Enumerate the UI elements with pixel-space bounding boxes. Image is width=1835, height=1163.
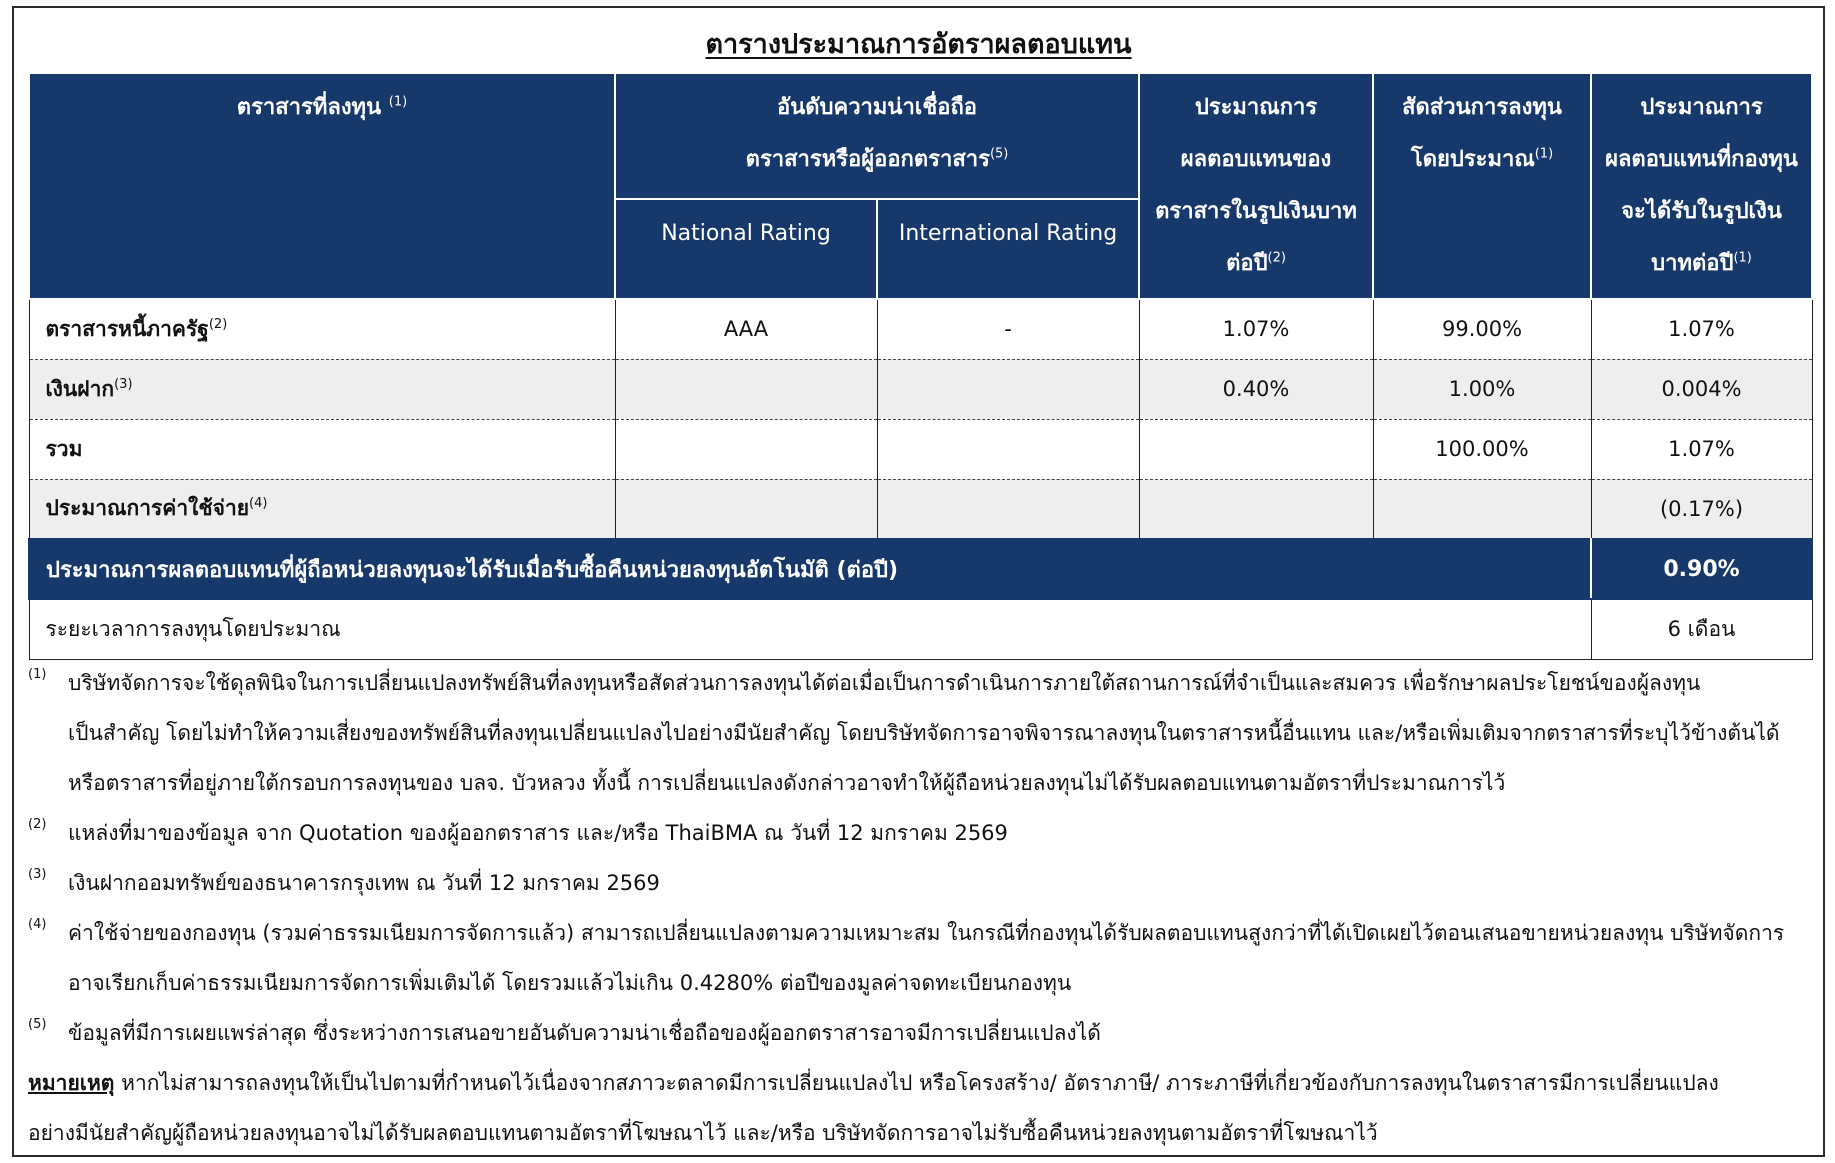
footnote-1: (1) บริษัทจัดการจะใช้ดุลพินิจในการเปลี่ยนแปลงทรัพย์สินที่ลงทุนหรือสัดส่วนการลงทุนได้ต่อเมื่อเป็นการดำเนินการภายใต้สถานการณ์ที่จำเป็นและสมควร เพื่อรักษาผลประโยชน์ของผู้ลงทุน เป็นสำคัญ โดยไม่ทำให้ความเสี่ยงของทรัพย์สินที่ลงทุนเปลี่ยนแปลงไปอย่างมีนัยสำคัญ โดยบริษัทจัดการอาจพิจารณาลงทุนในตราสารหนี้อื่นแทน และ/หรือเพิ่มเติมจากตราสารที่ระบุไว้ข้างต้นได้ หรือตราสารที่อยู่ภายใต้กรอบการลงทุนของ บลจ. บัวหลวง ทั้งนี้ การเปลี่ยนแปลงดังกล่าวอาจทำให้ผู้ถือหน่วยลงทุนไม่ได้รับผลตอบแทนตามอัตราที่ประมาณการไว้ [28, 667, 1780, 795]
footnote-2: (2) แหล่งที่มาของข้อมูล จาก Quotation ของผู้ออกตราสาร และ/หรือ ThaiBMA ณ วันที่ 12 มกราคม 2569 [28, 817, 1008, 845]
table-row: ตราสารหนี้ภาครัฐ$^{(2)}$ AAA - 1.07% 99.00% 1.07% [29, 299, 1812, 359]
footnote-5: (5) ข้อมูลที่มีการเผยแพร่ล่าสุด ซึ่งระหว่างการเสนอขายอันดับความน่าเชื่อถือของผู้ออกตราสารอาจมีการเปลี่ยนแปลงได้ [28, 1017, 1101, 1045]
header-national-rating: National Rating [615, 199, 877, 299]
yield-estimate-table [28, 72, 1813, 660]
table-row: รวม 100.00% 1.07% [29, 419, 1812, 479]
period-row: ระยะเวลาการลงทุนโดยประมาณ 6 เดือน [29, 599, 1812, 659]
table-row: เงินฝาก$^{(3)}$ 0.40% 1.00% 0.004% [29, 359, 1812, 419]
header-rating: อันดับความน่าเชื่อถือ ตราสารหรือผู้ออกตราสาร$^{(5)}$ [615, 73, 1139, 199]
remark: หมายเหตุ หากไม่สามารถลงทุนให้เป็นไปตามที่กำหนดไว้เนื่องจากสภาวะตลาดมีการเปลี่ยนแปลงไป หรือโครงสร้าง/ อัตราภาษี/ ภาระภาษีที่เกี่ยวข้องกับการลงทุนในตราสารมีการเปลี่ยนแปลง อย่างมีนัยสำคัญผู้ถือหน่วยลงทุนอาจไม่ได้รับผลตอบแทนตามอัตราที่โฆษณาไว้ และ/หรือ บริษัทจัดการอาจไม่รับซื้อคืนหน่วยลงทุนตามอัตราที่โฆษณาไว้ [28, 1071, 1719, 1145]
footnote-3: (3) เงินฝากออมทรัพย์ของธนาคารกรุงเทพ ณ วันที่ 12 มกราคม 2569 [28, 867, 660, 895]
page-title: ตารางประมาณการอัตราผลตอบแทน [705, 29, 1132, 60]
footnote-4: (4) ค่าใช้จ่ายของกองทุน (รวมค่าธรรมเนียมการจัดการแล้ว) สามารถเปลี่ยนแปลงตามความเหมาะสม ในกรณีที่กองทุนได้รับผลตอบแทนสูงกว่าที่ได้เปิดเผยไว้ตอนเสนอขายหน่วยลงทุน บริษัทจัดการ อาจเรียกเก็บค่าธรรมเนียมการจัดการเพิ่มเติมได้ โดยรวมแล้วไม่เกิน 0.4280% ต่อปีของมูลค่าจดทะเบียนกองทุน [28, 917, 1785, 995]
document-frame [12, 6, 1825, 1157]
remark-label: หมายเหตุ [28, 1071, 115, 1095]
header-instrument-yield: ประมาณการ ผลตอบแทนของ ตราสารในรูปเงินบาท ต่อปี$^{(2)}$ [1139, 73, 1373, 299]
header-fund-yield: ประมาณการ ผลตอบแทนที่กองทุน จะได้รับในรูปเงิน บาทต่อปี$^{(1)}$ [1591, 73, 1812, 299]
table-row: ประมาณการค่าใช้จ่าย$^{(4)}$ (0.17%) [29, 479, 1812, 539]
header-international-rating: International Rating [877, 199, 1139, 299]
header-allocation: สัดส่วนการลงทุน โดยประมาณ$^{(1)}$ [1373, 73, 1591, 299]
footnotes [28, 658, 1808, 1158]
header-instrument: ตราสารที่ลงทุน $^{(1)}$ [29, 73, 615, 299]
summary-row: ประมาณการผลตอบแทนที่ผู้ถือหน่วยลงทุนจะได้รับเมื่อรับซื้อคืนหน่วยลงทุนอัตโนมัติ (ต่อปี) 0.90% [29, 539, 1812, 599]
